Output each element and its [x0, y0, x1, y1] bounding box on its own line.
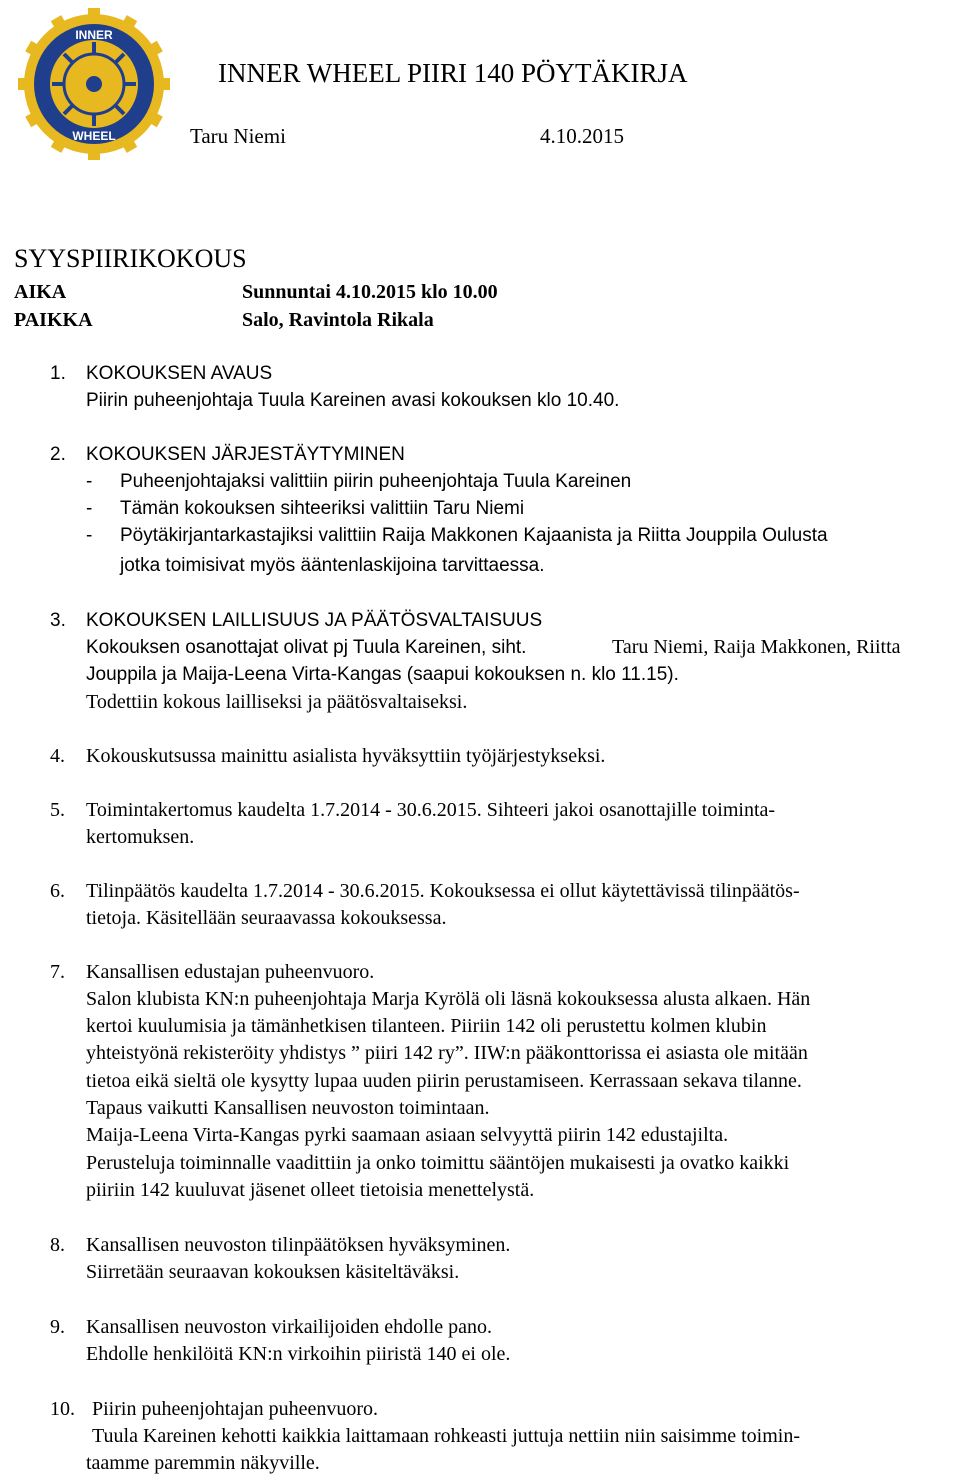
item-text: Maija-Leena Virta-Kangas pyrki saamaan asiaan selvyyttä piirin 142 edustajilta.: [86, 1124, 729, 1146]
gear-icon: [18, 8, 170, 160]
meeting-type: SYYSPIIRIKOKOUS: [14, 244, 247, 273]
svg-text:INNER: INNER: [75, 28, 113, 42]
item-text: Kansallisen neuvoston virkailijoiden ehdolle pano.: [86, 1316, 493, 1338]
aika-label: AIKA: [14, 281, 67, 303]
item-text: Piirin puheenjohtaja Tuula Kareinen avasi kokouksen klo 10.40.: [86, 390, 620, 411]
item-text: Tilinpäätös kaudelta 1.7.2014 - 30.6.2015. Kokouksessa ei ollut käytettävissä tilinpäätös-: [86, 880, 800, 902]
item-text: Kokouksen osanottajat olivat pj Tuula Kareinen, siht.: [86, 637, 527, 658]
item-number: 4.: [50, 745, 65, 767]
item-number: 7.: [50, 961, 65, 983]
author-name: Taru Niemi: [190, 124, 286, 148]
aika-value: Sunnuntai 4.10.2015 klo 10.00: [242, 281, 498, 303]
item-text: jotka toimisivat myös ääntenlaskijoina tarvittaessa.: [120, 555, 545, 576]
item-text: Tuula Kareinen kehotti kaikkia laittamaan rohkeasti juttuja nettiin niin saisimme toimin-: [92, 1425, 801, 1447]
item-text: Kokouskutsussa mainittu asialista hyväksyttiin työjärjestykseksi.: [86, 745, 606, 767]
item-title: KOKOUKSEN AVAUS: [86, 363, 273, 384]
bullet-text: Puheenjohtajaksi valittiin piirin puheenjohtaja Tuula Kareinen: [120, 471, 632, 492]
item-text: Taru Niemi, Raija Makkonen, Riitta: [612, 636, 901, 658]
svg-text:WHEEL: WHEEL: [72, 129, 116, 143]
document-date: 4.10.2015: [540, 124, 624, 148]
bullet-text: Pöytäkirjantarkastajiksi valittiin Raija Makkonen Kajaanista ja Riitta Jouppila Oulusta: [120, 525, 828, 546]
item-text: yhteistyönä rekisteröity yhdistys ” piiri 142 ry”. IIW:n pääkonttorissa ei asiasta ole mitään: [86, 1042, 808, 1064]
item-text: kertomuksen.: [86, 826, 195, 848]
item-text: Jouppila ja Maija-Leena Virta-Kangas (saapui kokouksen n. klo 11.15).: [86, 664, 679, 685]
item-text: Todettiin kokous lailliseksi ja päätösvaltaiseksi.: [86, 691, 468, 713]
bullet-dash: -: [86, 471, 93, 492]
item-number: 2.: [50, 444, 66, 465]
item-text: Salon klubista KN:n puheenjohtaja Marja Kyrölä oli läsnä kokouksessa alusta alkaen. Hän: [86, 988, 811, 1010]
item-text: Tapaus vaikutti Kansallisen neuvoston toimintaan.: [86, 1097, 490, 1119]
bullet-dash: -: [86, 525, 93, 546]
bullet-dash: -: [86, 498, 93, 519]
item-text: Piirin puheenjohtajan puheenvuoro.: [92, 1398, 379, 1420]
item-text: Perusteluja toiminnalle vaadittiin ja onko toimittu sääntöjen mukaisesti ja ovatko kaikki: [86, 1152, 790, 1174]
paikka-value: Salo, Ravintola Rikala: [242, 309, 434, 331]
document-title: INNER WHEEL PIIRI 140 PÖYTÄKIRJA: [218, 58, 688, 88]
inner-wheel-logo: [18, 8, 170, 160]
item-number: 10.: [50, 1398, 75, 1420]
item-text: kertoi kuulumisia ja tämänhetkisen tilanteen. Piiriin 142 oli perustettu kolmen klubin: [86, 1015, 767, 1037]
item-number: 6.: [50, 880, 65, 902]
item-text: Kansallisen edustajan puheenvuoro.: [86, 961, 375, 983]
item-text: piiriin 142 kuuluvat jäsenet olleet tietoisia menettelystä.: [86, 1179, 535, 1201]
item-number: 1.: [50, 363, 66, 384]
item-title: KOKOUKSEN JÄRJESTÄYTYMINEN: [86, 444, 405, 465]
item-text: Ehdolle henkilöitä KN:n virkoihin piiristä 140 ei ole.: [86, 1343, 511, 1365]
item-text: Kansallisen neuvoston tilinpäätöksen hyväksyminen.: [86, 1234, 511, 1256]
item-text: tietoja. Käsitellään seuraavassa kokouksessa.: [86, 907, 447, 929]
paikka-label: PAIKKA: [14, 309, 93, 331]
bullet-text: Tämän kokouksen sihteeriksi valittiin Taru Niemi: [120, 498, 525, 519]
item-number: 8.: [50, 1234, 65, 1256]
item-number: 5.: [50, 799, 65, 821]
item-title: KOKOUKSEN LAILLISUUS JA PÄÄTÖSVALTAISUUS: [86, 610, 543, 631]
item-text: Siirretään seuraavan kokouksen käsiteltäväksi.: [86, 1261, 460, 1283]
item-text: Toimintakertomus kaudelta 1.7.2014 - 30.6.2015. Sihteeri jakoi osanottajille toiminta-: [86, 799, 776, 821]
item-text: taamme paremmin näkyville.: [86, 1452, 320, 1474]
item-number: 3.: [50, 610, 66, 631]
item-number: 9.: [50, 1316, 65, 1338]
item-text: tietoa eikä sieltä ole kysytty lupaa uuden piirin perustamiseen. Kerrassaan sekava tilanne.: [86, 1070, 802, 1092]
